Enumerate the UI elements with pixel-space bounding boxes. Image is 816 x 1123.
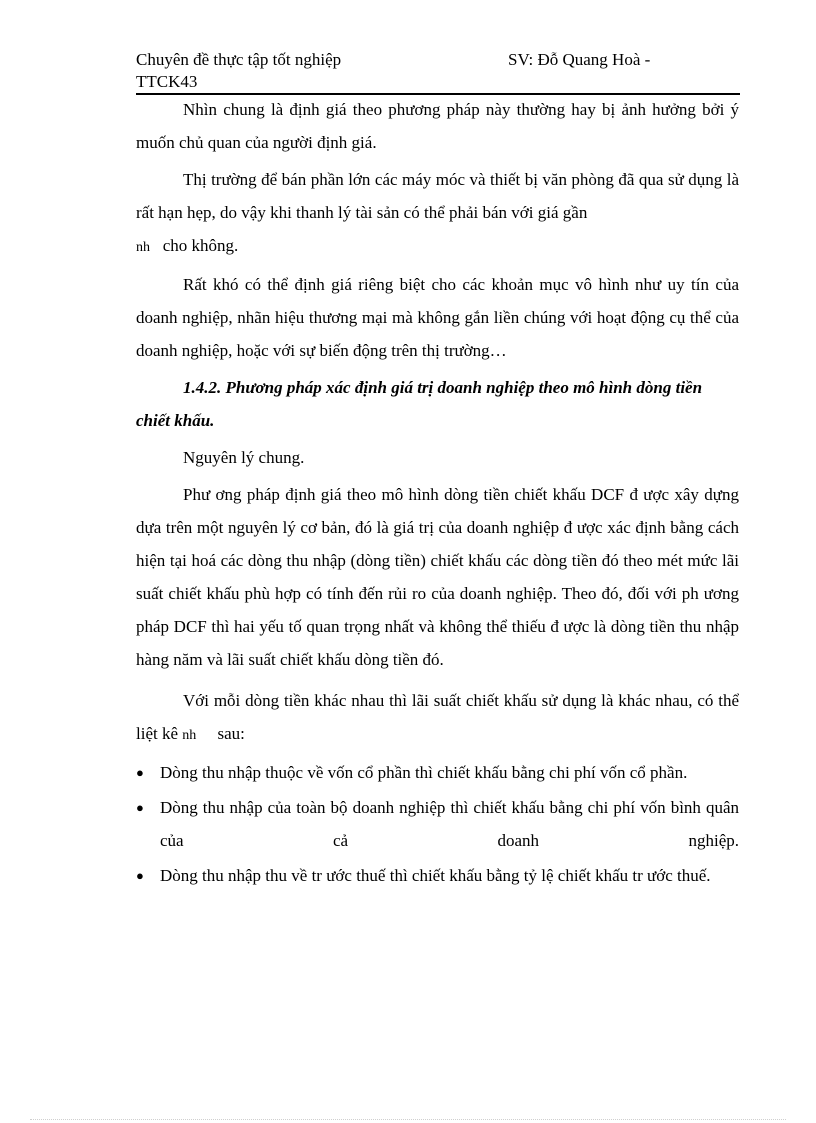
principle-label: Nguyên lý chung.: [183, 448, 305, 467]
text-fragment: nh: [136, 240, 150, 255]
discount-rate-list: [136, 756, 739, 892]
document-body: [136, 93, 739, 894]
header-class-code: TTCK43: [136, 72, 198, 91]
bullet-icon: ●: [136, 868, 144, 883]
text-fragment: nh: [182, 728, 197, 743]
page-bottom-border: [30, 1119, 786, 1120]
list-item: ● Dòng thu nhập của toàn bộ doanh nghiệp thì chiết khấu bằng chi phí vốn bình quân của cả doanh nghiệp.: [136, 791, 739, 857]
paragraph-market: Thị trường để bán phần lớn các máy móc và thiết bị văn phòng đã qua sử dụng là rất hạn hẹp, do vậy khi thanh lý tài sản có thể phải bán với giá gần: [136, 170, 739, 222]
header-title: Chuyên đề thực tập tốt nghiệp: [136, 50, 342, 69]
paragraph-dcf: Phư ơng pháp định giá theo mô hình dòng tiền chiết khấu DCF đ ược xây dựng dựa trên một nguyên lý cơ bản, đó là giá trị của doanh nghiệp đ ược xác định bằng cách hiện tại hoá các dòng thu nhập (dòng tiền) chiết khấu các dòng tiền đó theo mét mức lãi suất chiết khấu phù hợp có tính đến rủi ro của doanh nghiệp. Theo đó, đối với ph ương pháp DCF thì hai yếu tố quan trọng nhất và không thể thiếu đ ược là dòng tiền thu nhập hàng năm và lãi suất chiết khấu dòng tiền đó.: [136, 485, 739, 669]
paragraph-subjectivity: Nhìn chung là định giá theo phương pháp này thường hay bị ảnh hưởng bởi ý muốn chủ quan của người định giá.: [136, 100, 739, 152]
paragraph-market-end: nh cho không.: [136, 236, 239, 255]
bullet-icon: ●: [136, 765, 144, 780]
section-heading: 1.4.2. Phương pháp xác định giá trị doanh nghiệp theo mô hình dòng tiền chiết khấu.: [136, 378, 703, 430]
paragraph-list-intro: Với mỗi dòng tiền khác nhau thì lãi suất chiết khấu sử dụng là khác nhau, có thể liệt kê nh sau:: [136, 691, 739, 743]
paragraph-intangible: Rất khó có thể định giá riêng biệt cho các khoản mục vô hình như uy tín của doanh nghiệp, nhãn hiệu thương mại mà không gắn liền chúng với hoạt động cụ thể của doanh nghiệp, hoặc với sự biến động trên thị trường…: [136, 275, 739, 360]
list-item: ● Dòng thu nhập thu về tr ước thuế thì chiết khấu bằng tỷ lệ chiết khấu tr ước thuế.: [136, 859, 739, 892]
bullet-icon: ●: [136, 800, 144, 815]
header-student: SV: Đỗ Quang Hoà -: [508, 50, 651, 69]
list-item: ● Dòng thu nhập thuộc về vốn cổ phần thì chiết khấu bằng chi phí vốn cổ phần.: [136, 756, 739, 789]
